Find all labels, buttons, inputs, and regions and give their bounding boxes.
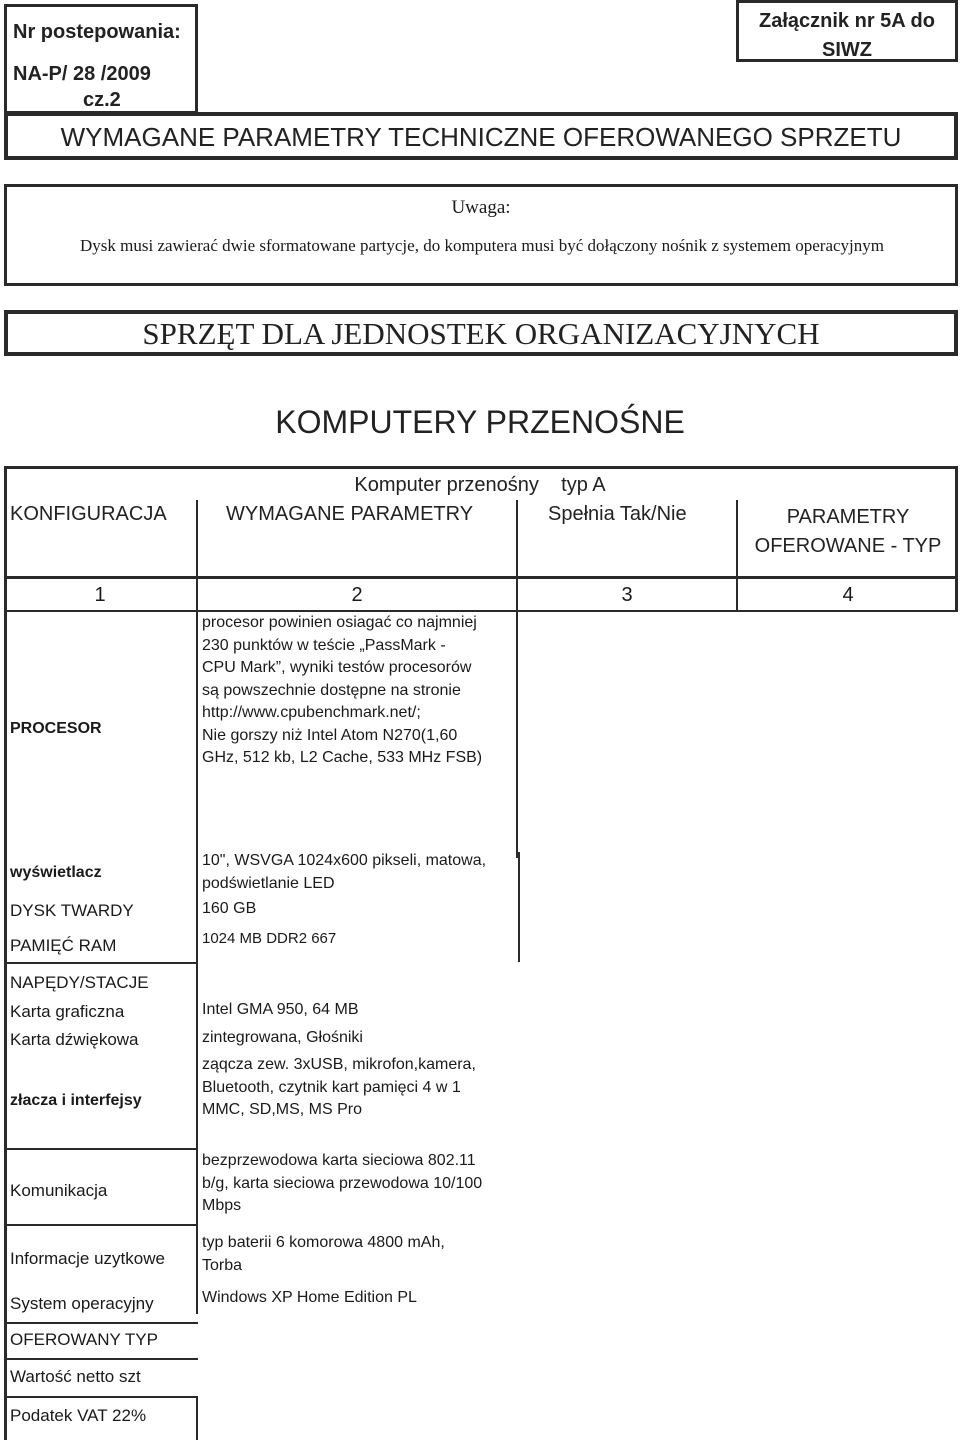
annex-box — [736, 0, 958, 62]
processor-spec — [202, 612, 522, 770]
row-divider-vat — [4, 1396, 198, 1398]
display-spec — [202, 850, 522, 895]
row-divider-info — [4, 1224, 198, 1226]
header-required: WYMAGANE PARAMETRY — [226, 503, 474, 525]
row-divider-drives — [4, 962, 198, 964]
col-number-4: 4 — [842, 584, 854, 606]
processor-spec-line: są powszechnie dostępne na stronie — [202, 681, 461, 699]
ports-spec-line: Bluetooth, czytnik kart pamięci 4 w 1 — [202, 1078, 461, 1096]
processor-spec-line: http://www.cpubenchmark.net/; — [202, 704, 421, 721]
display-label: wyświetlacz — [10, 864, 102, 881]
display-spec-line: 10", WSVGA 1024x600 pikseli, matowa, — [202, 852, 487, 869]
offered-type-label: OFEROWANY TYP — [10, 1330, 158, 1349]
num-divider-3 — [736, 576, 738, 612]
ports-spec-line: ząqcza zew. 3xUSB, mikrofon,kamera, — [202, 1056, 476, 1073]
body-divider-1b — [196, 1148, 198, 1314]
os-label: System operacyjny — [10, 1294, 154, 1313]
table-subtitle: Komputer przenośny typ A — [354, 474, 606, 496]
col-number-3: 3 — [621, 584, 633, 606]
num-divider-1 — [196, 576, 198, 612]
header-divider-3 — [736, 500, 738, 576]
vat-label: Podatek VAT 22% — [10, 1406, 147, 1425]
procedure-number: NA-P/ 28 /2009 — [13, 63, 151, 85]
hdd-label: DYSK TWARDY — [10, 901, 134, 920]
drives-label: NAPĘDY/STACJE — [10, 973, 149, 992]
ports-spec-line: MMC, SD,MS, MS Pro — [202, 1101, 363, 1118]
ram-label: PAMIĘĆ RAM — [10, 936, 117, 955]
info-spec-line: typ baterii 6 komorowa 4800 mAh, — [202, 1234, 445, 1251]
comm-spec-line: b/g, karta sieciowa przewodowa 10/100 — [202, 1174, 483, 1192]
display-spec-line: podświetlanie LED — [202, 874, 335, 892]
table-top-border — [4, 466, 958, 469]
procedure-label: Nr postepowania: — [13, 21, 181, 43]
table-left-border — [4, 466, 7, 1440]
note-title: Uwaga: — [451, 197, 511, 218]
col-number-2: 2 — [351, 584, 363, 606]
processor-spec-line: Nie gorszy niż Intel Atom N270(1,60 — [202, 726, 458, 744]
note-text: Dysk musi zawierać dwie sformatowane partycje, do komputera musi być dołączony nośnik z systemem operacyjnym — [80, 236, 884, 255]
col-numbers-top — [4, 576, 958, 579]
header-divider-1 — [196, 500, 198, 576]
gpu-label: Karta graficzna — [10, 1002, 125, 1021]
row-divider-comm — [4, 1148, 198, 1150]
row-divider-offered-type — [4, 1322, 198, 1324]
row-divider-net-value — [4, 1358, 198, 1360]
info-spec-line: Torba — [202, 1256, 243, 1274]
vat-divider — [196, 1396, 198, 1440]
processor-spec-line: 230 punktów w teście „PassMark - — [202, 636, 446, 654]
ram-spec: 1024 MB DDR2 667 — [202, 930, 337, 947]
procedure-part: cz.2 — [83, 89, 121, 111]
section-title-box — [4, 310, 958, 356]
info-label: Informacje uzytkowe — [10, 1249, 165, 1268]
col-number-1: 1 — [94, 584, 106, 606]
processor-label: PROCESOR — [10, 720, 102, 737]
body-divider-1 — [196, 610, 198, 1148]
ports-spec — [202, 1054, 522, 1122]
main-title-box — [4, 112, 958, 160]
comm-spec — [202, 1150, 522, 1218]
net-value-label: Wartość netto szt — [10, 1367, 141, 1386]
processor-spec-line: GHz, 512 kb, L2 Cache, 533 MHz FSB) — [202, 749, 483, 766]
ports-label: złacza i interfejsy — [10, 1092, 142, 1109]
gpu-spec: Intel GMA 950, 64 MB — [202, 1001, 359, 1018]
header-left-box — [4, 4, 198, 114]
os-spec: Windows XP Home Edition PL — [202, 1289, 417, 1306]
num-divider-2 — [516, 576, 518, 612]
sound-spec: zintegrowana, Głośniki — [202, 1029, 363, 1046]
comm-label: Komunikacja — [10, 1181, 108, 1200]
header-config: KONFIGURACJA — [10, 503, 167, 525]
section-title: SPRZĘT DLA JEDNOSTEK ORGANIZACYJNYCH — [142, 316, 820, 351]
header-meets: Spełnia Tak/Nie — [548, 503, 687, 525]
sound-label: Karta dźwiękowa — [10, 1030, 139, 1049]
note-box — [4, 184, 958, 286]
comm-spec-line: Mbps — [202, 1197, 242, 1214]
info-spec — [202, 1232, 522, 1277]
category-title: KOMPUTERY PRZENOŚNE — [275, 404, 685, 440]
annex-text: Załącznik nr 5A do SIWZ — [759, 10, 935, 61]
processor-spec-line: procesor powinien osiagać co najmniej — [202, 614, 477, 631]
processor-spec-line: CPU Mark”, wyniki testów procesorów — [202, 659, 472, 676]
hdd-spec: 160 GB — [202, 900, 257, 917]
header-divider-2 — [516, 500, 518, 576]
header-offered: PARAMETRY OFEROWANE - TYP — [754, 506, 942, 557]
main-title: WYMAGANE PARAMETRY TECHNICZNE OFEROWANEGO SPRZETU — [60, 122, 902, 152]
comm-spec-line: bezprzewodowa karta sieciowa 802.11 — [202, 1152, 476, 1169]
